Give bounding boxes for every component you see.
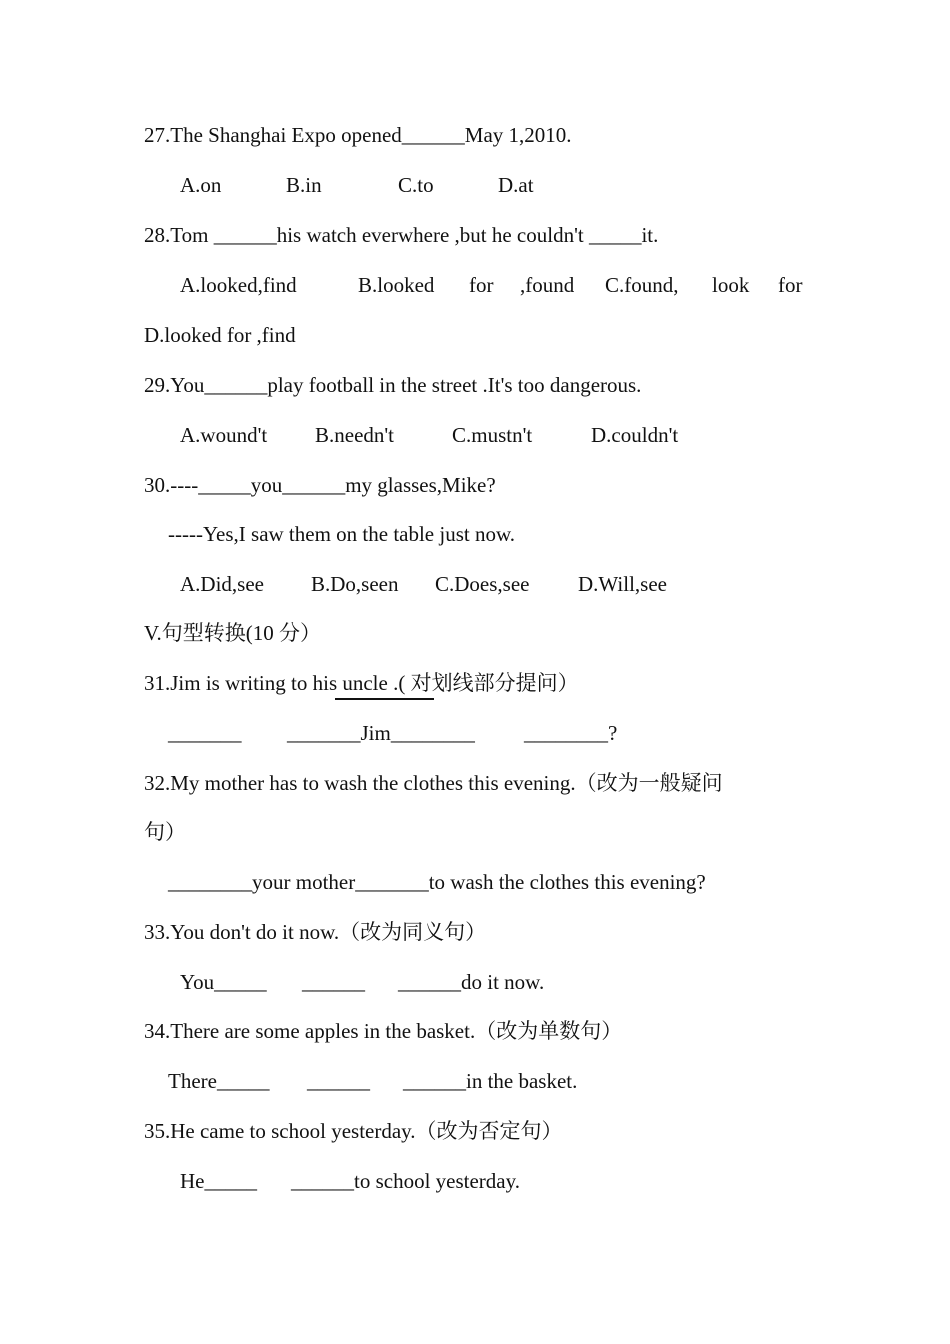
section-title: V.句型转换(10 分） xyxy=(144,621,321,645)
option-a: A.on xyxy=(180,173,222,197)
option-b: B.in xyxy=(286,173,322,197)
option-b: B.needn't xyxy=(315,423,395,447)
question-27-stem: 27.The Shanghai Expo opened______May 1,2010. xyxy=(144,123,572,147)
option-a: A.wound't xyxy=(180,423,268,447)
option-c-part: look xyxy=(712,273,750,297)
option-d: D.Will,see xyxy=(578,572,667,596)
option-b-part: ,found xyxy=(520,273,575,297)
answer-blank: ______do it now. xyxy=(398,970,545,994)
question-33-stem: 33.You don't do it now.（改为同义句） xyxy=(144,920,487,944)
question-32-answer: ________your mother_______to wash the clothes this evening? xyxy=(168,870,706,894)
answer-blank: _______ xyxy=(168,721,242,745)
option-c: C.Does,see xyxy=(435,572,530,596)
stem-text: 31.Jim is writing to xyxy=(144,671,313,695)
answer-blank: ______to school yesterday. xyxy=(291,1169,521,1193)
answer-blank: _______Jim________ xyxy=(287,721,475,745)
option-a: A.looked,find xyxy=(180,273,297,297)
answer-blank: ______in the basket. xyxy=(403,1069,578,1093)
question-30-stem: 30.----_____you______my glasses,Mike? xyxy=(144,473,496,497)
question-32-stem-cont: 句） xyxy=(144,820,186,844)
option-c: C.to xyxy=(398,173,434,197)
question-34-stem: 34.There are some apples in the basket.（改为单数句） xyxy=(144,1019,623,1043)
question-30-reply: -----Yes,I saw them on the table just now. xyxy=(168,522,516,546)
stem-instruction: .( 对划线部分提问） xyxy=(387,671,579,695)
question-29-stem: 29.You______play football in the street .It's too dangerous. xyxy=(144,373,642,397)
option-b-part: for xyxy=(469,273,494,297)
question-35-stem: 35.He came to school yesterday.（改为否定句） xyxy=(144,1119,563,1143)
answer-blank: ______ xyxy=(307,1069,370,1093)
answer-blank: There_____ xyxy=(168,1069,270,1093)
option-d: D.couldn't xyxy=(591,423,679,447)
option-b: B.looked xyxy=(358,273,435,297)
underlined-phrase: his uncle xyxy=(312,671,388,695)
option-d: D.looked for ,find xyxy=(144,323,296,347)
option-b: B.Do,seen xyxy=(311,572,399,596)
answer-blank: ______ xyxy=(302,970,365,994)
option-c-part: for xyxy=(778,273,803,297)
option-c: C.mustn't xyxy=(452,423,533,447)
underline-mark xyxy=(335,698,434,700)
option-d: D.at xyxy=(498,173,534,197)
option-c: C.found, xyxy=(605,273,679,297)
answer-blank: He_____ xyxy=(180,1169,257,1193)
answer-blank: ________? xyxy=(524,721,618,745)
question-31-stem xyxy=(144,670,579,696)
option-a: A.Did,see xyxy=(180,572,264,596)
answer-blank: You_____ xyxy=(180,970,267,994)
question-32-stem: 32.My mother has to wash the clothes this evening.（改为一般疑问 xyxy=(144,771,723,795)
question-28-stem: 28.Tom ______his watch everwhere ,but he couldn't _____it. xyxy=(144,223,659,247)
